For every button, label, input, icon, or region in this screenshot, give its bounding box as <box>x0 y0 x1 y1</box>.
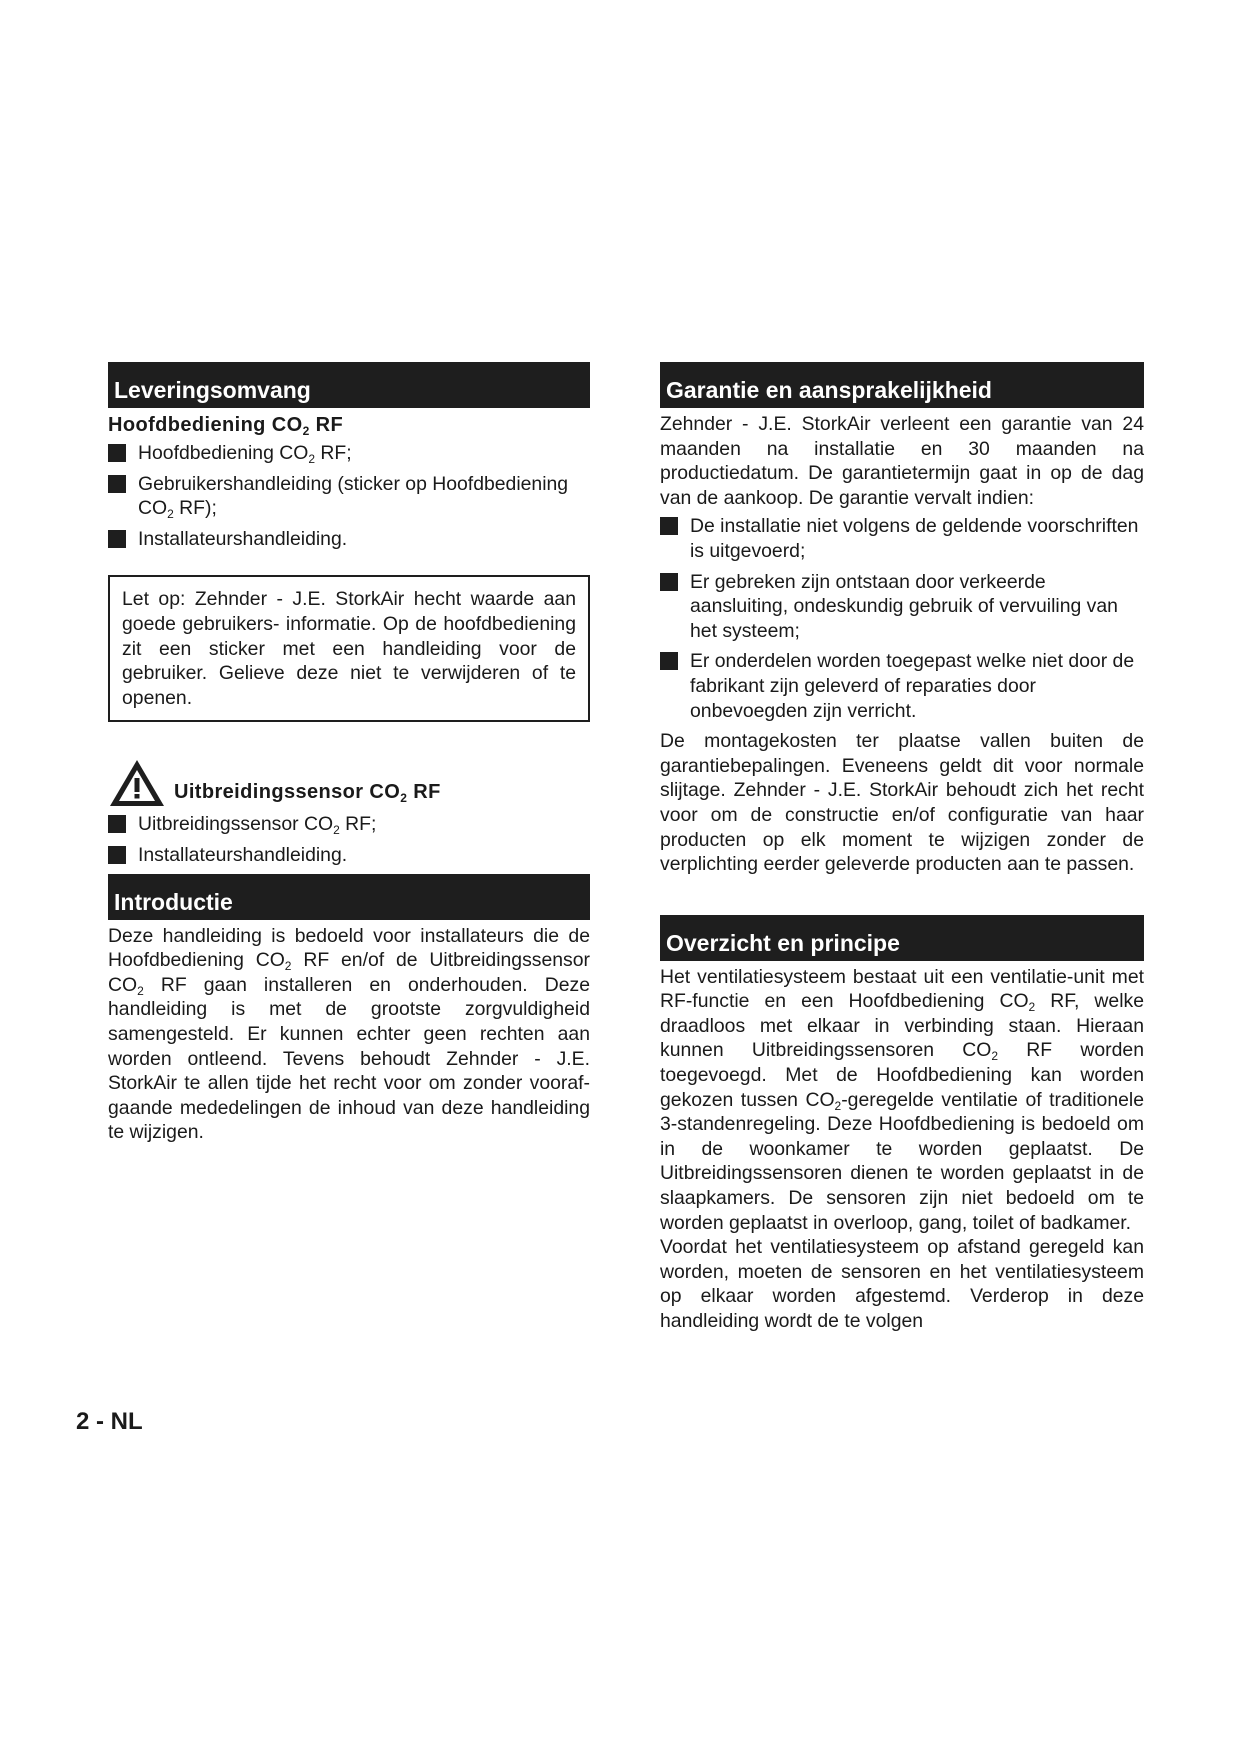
overview-paragraph <box>660 965 1144 1236</box>
subheading-text: Hoofdbediening CO <box>108 414 303 436</box>
left-column <box>108 362 590 1145</box>
subheading-text: RF <box>407 781 441 804</box>
delivery-list-sensor <box>108 812 590 867</box>
subscript: 2 <box>333 823 340 838</box>
subscript: 2 <box>284 959 292 974</box>
note-box: Let op: Zehnder - J.E. StorkAir hecht waarde aan goede gebruikers- informatie. Op de hoofdbediening zit een sticker met een handleiding voor de gebruiker. Gelieve deze niet te verwijderen of te openen. <box>108 575 590 722</box>
subheading-hoofdbediening <box>108 414 590 437</box>
list-item-text: Installateurshandleiding. <box>138 843 348 866</box>
list-item-text: De installatie niet volgens de geldende voorschriften is uitgevoerd; <box>690 515 1139 562</box>
subscript: 2 <box>834 1098 842 1113</box>
subheading-text: RF <box>309 414 344 436</box>
list-item <box>660 649 1144 723</box>
list-item-text: Uitbreidingssensor CO <box>138 813 334 836</box>
section-header-overzicht: Overzicht en principe <box>660 915 1144 961</box>
square-bullet-icon <box>660 517 678 535</box>
list-item-text: Gebruikershandleiding (sticker op Hoofdbediening CO <box>138 472 569 520</box>
page-number: 2 - NL <box>76 1408 143 1435</box>
list-item-text: Hoofdbediening CO <box>138 442 309 464</box>
paragraph-text: RF worden toegevoegd. Met de Hoofdbediening kan worden gekozen tussen CO <box>660 1039 1144 1111</box>
list-item <box>108 812 590 837</box>
square-bullet-icon <box>108 530 126 548</box>
section-header-introductie: Introductie <box>108 874 590 920</box>
list-item <box>660 514 1144 563</box>
square-bullet-icon <box>660 652 678 670</box>
list-item-text: Installateurshandleiding. <box>138 527 348 550</box>
subscript: 2 <box>137 983 144 998</box>
list-item-text: RF; <box>315 442 352 464</box>
subscript: 2 <box>302 424 310 438</box>
list-item <box>108 527 590 552</box>
list-item-text: RF; <box>339 813 377 836</box>
subscript: 2 <box>167 507 174 522</box>
list-item-text: Er gebreken zijn ontstaan door verkeerde aansluiting, ondeskundig gebruik of vervuiling van het systeem; <box>690 570 1118 642</box>
paragraph-text: RF, welke draadloos met elkaar in verbinding staan. Hieraan kunnen Uitbreidingssensoren CO <box>660 990 1144 1062</box>
delivery-list-main <box>108 441 590 551</box>
subscript: 2 <box>1028 1000 1036 1015</box>
warranty-intro: Zehnder - J.E. StorkAir verleent een garantie van 24 maanden na installatie en 30 maanden na productiedatum. De garantietermijn gaat in op de dag van de aankoop. De garantie vervalt indien: <box>660 413 1144 509</box>
subheading-uitbreidingssensor <box>174 781 441 804</box>
list-item-text: RF); <box>173 497 217 520</box>
list-item <box>108 472 590 521</box>
subheading-text: Uitbreidingssensor CO <box>174 781 401 804</box>
list-item-text: Er onderdelen worden toegepast welke niet door de fabrikant zijn geleverd of reparaties door onbevoegden zijn verricht. <box>690 650 1135 722</box>
warranty-outro: De montagekosten ter plaatse vallen buiten de garantiebepalingen. Eveneens geldt dit voor normale slijtage. Zehnder - J.E. StorkAir behoudt zich het recht voor om de constructie en/of configuratie van haar producten op elk moment te wijzigen zonder de verplichting eerder geleverde producten aan te passen. <box>660 730 1144 876</box>
list-item <box>108 843 590 868</box>
square-bullet-icon <box>108 815 126 833</box>
subscript: 2 <box>308 452 316 466</box>
subscript: 2 <box>400 791 408 806</box>
list-item <box>108 441 590 466</box>
warranty-conditions-list <box>660 514 1144 723</box>
paragraph-text: -geregelde ventilatie of traditionele 3-standenregeling. Deze Hoofdbediening is bedoeld om in de woonkamer te worden geplaatst. De Uitbreidingssensoren dienen te worden geplaatst in de slaapkamers. De sensoren zijn niet bedoeld om te worden geplaatst in overloop, gang, toilet of badkamer. <box>660 1088 1144 1234</box>
overview-paragraph-2: Voordat het ventilatiesysteem op afstand geregeld kan worden, moeten de sensoren en het ventilatiesysteem op elkaar worden afgestemd. Verderop in deze handleiding wordt de te volgen <box>660 1236 1144 1332</box>
subscript: 2 <box>991 1049 999 1064</box>
square-bullet-icon <box>108 444 126 462</box>
section-header-garantie: Garantie en aansprakelijkheid <box>660 362 1144 408</box>
square-bullet-icon <box>660 573 678 591</box>
section-header-leveringsomvang: Leveringsomvang <box>108 362 590 408</box>
list-item <box>660 570 1144 644</box>
warning-triangle-icon <box>108 758 166 808</box>
intro-paragraph <box>108 924 590 1145</box>
right-column <box>660 362 1144 1334</box>
warning-row <box>108 758 590 808</box>
square-bullet-icon <box>108 846 126 864</box>
paragraph-text: Het ventilatiesysteem bestaat uit een ventilatie-unit met RF-functie en een Hoofdbediening CO <box>660 965 1144 1013</box>
paragraph-text: RF en/of de Uitbreidingssensor CO <box>108 949 590 996</box>
square-bullet-icon <box>108 475 126 493</box>
paragraph-text: RF gaan installeren en onderhouden. Deze handleiding is met de grootste zorgvuldigheid samengesteld. Er kunnen echter geen rechten aan worden ontleend. Tevens behoudt Zehnder - J.E. StorkAir te allen tijde het recht voor om zonder vooraf-gaande mededelingen de inhoud van deze handleiding te wijzigen. <box>108 973 590 1144</box>
paragraph-text: Deze handleiding is bedoeld voor installateurs die de Hoofdbediening CO <box>108 924 590 972</box>
